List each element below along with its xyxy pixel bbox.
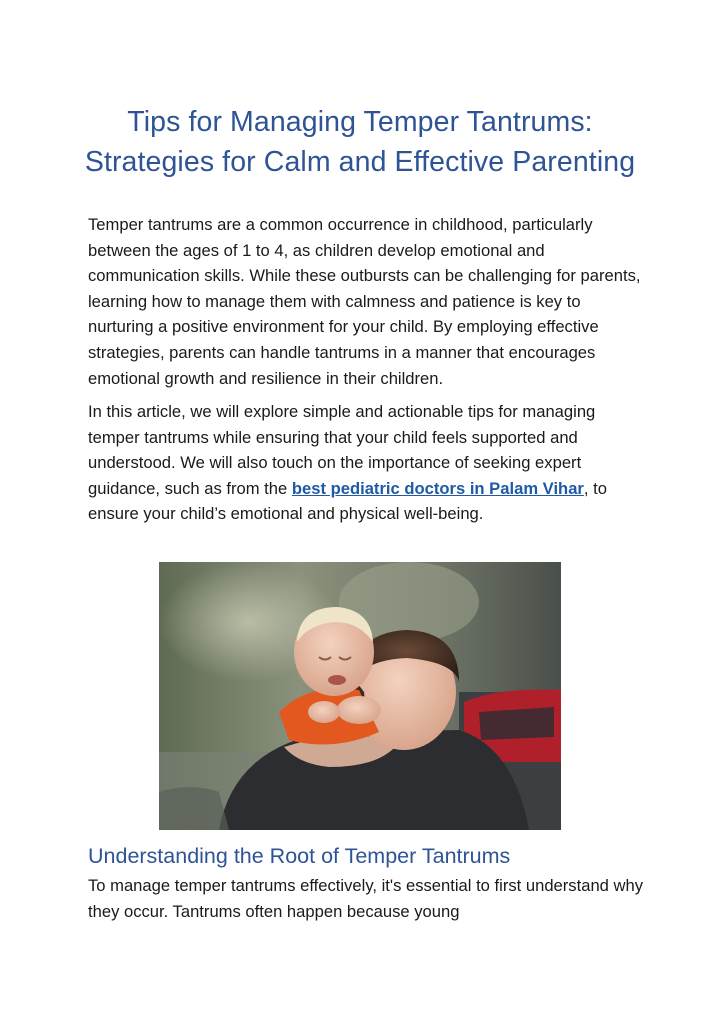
intro-paragraph-1: Temper tantrums are a common occurrence in childhood, particularly between the ages of 1 to 4, as children develop emotional and communication skills. While these outbursts can be challenging for parents, learning how to manage them with calmness and patience is key to nurturing a positive environment for your child. By employing effective strategies, parents can handle tantrums in a manner that encourages emotional growth and resilience in their children. bbox=[88, 215, 641, 388]
title-line-1: Tips for Managing Temper Tantrums: bbox=[127, 106, 593, 138]
pediatric-doctors-link[interactable]: best pediatric doctors in Palam Vihar bbox=[291, 478, 584, 498]
intro-paragraph-2-text-before: In this article, we will explore simple and actionable tips for managing temper tantrums while ensuring that your child feels supported and understood. We will also touch on the importance of seeking expert guidance, such as from the bbox=[88, 402, 596, 498]
section-paragraph: To manage temper tantrums effectively, it's essential to first understand why they occur. Tantrums often happen because young bbox=[88, 876, 644, 921]
article-photo-crying-child bbox=[159, 562, 561, 830]
section-heading: Understanding the Root of Temper Tantrums bbox=[88, 844, 511, 868]
intro-paragraph-2 bbox=[88, 399, 648, 527]
page-title bbox=[60, 102, 660, 182]
title-line-2: Strategies for Calm and Effective Parenting bbox=[84, 146, 636, 178]
intro-paragraph-2-text-after: , to ensure your child’s emotional and physical well-being. bbox=[88, 478, 607, 524]
